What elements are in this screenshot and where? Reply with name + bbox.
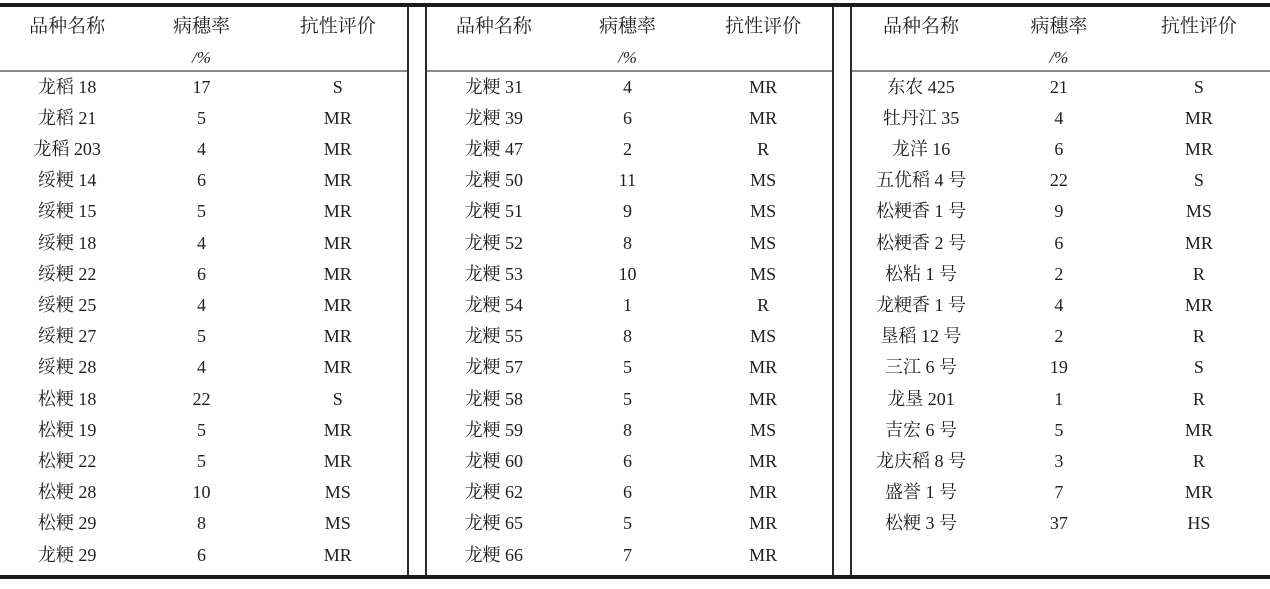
table-row (852, 509, 1270, 540)
eval-cell: MS (324, 513, 351, 534)
rate-cell: 7 (622, 544, 632, 565)
eval-cell: MR (749, 513, 778, 534)
rate-cell: 9 (622, 201, 632, 222)
column-header-variety-name: 品种名称 (455, 15, 532, 37)
rate-cell: 10 (618, 263, 637, 284)
table-row (0, 353, 407, 384)
rate-unit-label: /% (192, 48, 211, 68)
header-row (852, 7, 1270, 47)
rate-cell: 4 (196, 295, 206, 315)
rate-cell: 6 (622, 482, 632, 503)
eval-cell: MS (324, 482, 351, 503)
rate-cell: 9 (1054, 201, 1064, 222)
variety-name-cell: 松粘 1 号 (884, 263, 957, 284)
table-row (852, 353, 1270, 384)
variety-name-cell: 绥粳 28 (37, 357, 97, 378)
rate-unit-label: /% (618, 48, 637, 68)
variety-name-cell: 松粳香 1 号 (875, 201, 966, 222)
eval-cell: MS (750, 326, 777, 347)
variety-name-cell: 松粳 22 (37, 450, 97, 471)
table-row (0, 509, 407, 540)
rate-cell: 7 (1054, 482, 1064, 503)
variety-name-cell: 松粳香 2 号 (875, 232, 966, 253)
unit-row (0, 47, 407, 70)
variety-name-cell: 龙庆稻 8 号 (875, 450, 966, 471)
eval-cell: MR (323, 419, 352, 440)
eval-cell: MR (323, 544, 352, 565)
variety-name-cell: 三江 6 号 (884, 357, 957, 378)
rate-cell: 6 (1054, 139, 1064, 160)
table-body-1 (0, 72, 407, 571)
table-section-2 (427, 7, 832, 575)
column-header-diseased-panicle-rate: 病穗率 (172, 15, 230, 37)
variety-name-cell: 松粳 29 (37, 513, 97, 534)
rate-cell: 2 (1054, 326, 1064, 347)
eval-cell: MR (323, 450, 352, 471)
eval-cell: MR (323, 139, 352, 160)
unit-row (427, 47, 832, 70)
rate-cell: 6 (196, 544, 206, 565)
rate-unit-label: /% (1049, 48, 1069, 68)
table-row (427, 290, 832, 321)
eval-cell: S (1193, 357, 1204, 378)
eval-cell: MS (750, 419, 777, 440)
table-row (427, 322, 832, 353)
rate-cell: 5 (622, 513, 632, 534)
variety-name-cell: 东农 425 (887, 76, 955, 97)
eval-cell: MR (1184, 107, 1213, 128)
table-row (852, 290, 1270, 321)
table-row (0, 477, 407, 508)
rate-cell: 4 (196, 139, 206, 160)
table-row (427, 259, 832, 290)
variety-name-cell: 龙粳 57 (464, 357, 524, 378)
table-row (0, 322, 407, 353)
rate-cell: 4 (622, 76, 632, 97)
table-row (852, 72, 1270, 103)
table-row (0, 166, 407, 197)
rate-cell: 19 (1049, 357, 1068, 378)
rate-cell: 6 (196, 170, 206, 191)
eval-cell: MR (749, 107, 778, 128)
eval-cell: MR (1184, 232, 1213, 253)
table-row (852, 103, 1270, 134)
header-row (0, 7, 407, 47)
eval-cell: MR (1184, 419, 1213, 440)
eval-cell: MR (749, 357, 778, 378)
variety-name-cell: 龙粳 53 (464, 263, 524, 284)
variety-name-cell: 龙粳 60 (464, 450, 524, 471)
eval-cell: MR (323, 107, 352, 128)
variety-name-cell: 龙稻 18 (37, 76, 97, 97)
table-row (0, 384, 407, 415)
rate-cell: 37 (1049, 513, 1068, 534)
variety-name-cell: 吉宏 6 号 (884, 419, 957, 440)
variety-name-cell: 五优稻 4 号 (875, 170, 966, 191)
variety-name-cell: 龙粳 31 (464, 76, 524, 97)
variety-name-cell: 龙粳 52 (464, 232, 524, 253)
variety-name-cell: 绥粳 14 (37, 170, 97, 191)
table-sections (0, 7, 1270, 575)
table-row (852, 197, 1270, 228)
table-row (0, 446, 407, 477)
variety-name-cell: 龙粳香 1 号 (875, 295, 966, 315)
table-body-3 (852, 72, 1270, 540)
rate-cell: 4 (1054, 107, 1064, 128)
eval-cell: R (757, 139, 770, 160)
variety-name-cell: 龙粳 50 (464, 170, 524, 191)
rate-cell: 2 (1054, 263, 1064, 284)
eval-cell: HS (1187, 513, 1211, 534)
table-body-2 (427, 72, 832, 571)
rate-cell: 5 (622, 388, 632, 409)
variety-name-cell: 龙粳 51 (464, 201, 524, 222)
variety-name-cell: 龙垦 201 (887, 388, 955, 409)
table-row (852, 228, 1270, 259)
variety-name-cell: 绥粳 25 (37, 295, 97, 315)
table-bottom-rule (0, 575, 1270, 579)
eval-cell: S (332, 76, 343, 97)
variety-name-cell: 龙粳 54 (464, 295, 524, 315)
variety-name-cell: 松粳 18 (37, 388, 97, 409)
table-section-1 (0, 7, 407, 575)
unit-row (852, 47, 1270, 70)
rate-cell: 10 (192, 482, 211, 503)
variety-name-cell: 牡丹江 35 (882, 107, 960, 128)
variety-name-cell: 龙稻 203 (33, 139, 101, 160)
table-row (0, 72, 407, 103)
rate-cell: 6 (622, 107, 632, 128)
rate-cell: 8 (196, 513, 206, 534)
eval-cell: R (1192, 326, 1205, 347)
variety-name-cell: 龙粳 58 (464, 388, 524, 409)
column-header-resistance-evaluation: 抗性评价 (1160, 15, 1237, 37)
table-row (0, 228, 407, 259)
variety-name-cell: 龙粳 47 (464, 139, 524, 160)
variety-name-cell: 绥粳 18 (37, 232, 97, 253)
table-row (427, 446, 832, 477)
variety-name-cell: 盛誉 1 号 (884, 482, 957, 503)
rate-cell: 3 (1054, 450, 1064, 471)
eval-cell: R (1192, 450, 1205, 471)
rate-cell: 22 (192, 388, 211, 409)
rate-cell: 8 (622, 326, 632, 347)
rate-cell: 21 (1049, 76, 1068, 97)
eval-cell: MR (749, 76, 778, 97)
table-row (427, 415, 832, 446)
variety-name-cell: 松粳 28 (37, 482, 97, 503)
column-header-diseased-panicle-rate: 病穗率 (1030, 15, 1088, 37)
table-row (0, 259, 407, 290)
rate-cell: 5 (1054, 419, 1064, 440)
table-row (852, 477, 1270, 508)
rate-cell: 1 (622, 295, 632, 315)
variety-name-cell: 龙粳 59 (464, 419, 524, 440)
column-header-resistance-evaluation: 抗性评价 (725, 15, 802, 37)
table-row (852, 134, 1270, 165)
rate-cell: 8 (622, 419, 632, 440)
eval-cell: MR (749, 388, 778, 409)
rate-cell: 22 (1049, 170, 1068, 191)
table-row (427, 540, 832, 571)
variety-name-cell: 龙粳 29 (37, 544, 97, 565)
table-row (427, 477, 832, 508)
rate-cell: 1 (1054, 388, 1064, 409)
variety-name-cell: 垦稻 12 号 (880, 326, 962, 347)
variety-name-cell: 龙稻 21 (37, 107, 97, 128)
section-divider-double-rule (407, 7, 427, 575)
eval-cell: MR (1184, 295, 1213, 315)
table-row (852, 166, 1270, 197)
rate-cell: 5 (622, 357, 632, 378)
variety-name-cell: 龙粳 39 (464, 107, 524, 128)
variety-name-cell: 松粳 3 号 (884, 513, 957, 534)
eval-cell: MR (749, 544, 778, 565)
table-row (427, 384, 832, 415)
table-row (852, 259, 1270, 290)
variety-name-cell: 龙洋 16 (891, 139, 951, 160)
table-row (427, 134, 832, 165)
rate-cell: 6 (1054, 232, 1064, 253)
eval-cell: S (1193, 170, 1204, 191)
table-row (427, 228, 832, 259)
eval-cell: MS (750, 232, 777, 253)
eval-cell: MS (750, 170, 777, 191)
eval-cell: MR (749, 482, 778, 503)
eval-cell: MR (323, 201, 352, 222)
table-row (852, 322, 1270, 353)
eval-cell: S (332, 388, 343, 409)
table-row (852, 415, 1270, 446)
rate-cell: 4 (196, 357, 206, 378)
table-row (0, 540, 407, 571)
rate-cell: 5 (196, 326, 206, 347)
eval-cell: MR (323, 326, 352, 347)
table-row (427, 103, 832, 134)
rate-cell: 17 (192, 76, 211, 97)
eval-cell: MS (750, 201, 777, 222)
table-row (427, 72, 832, 103)
table-row (0, 134, 407, 165)
table-row (427, 353, 832, 384)
rate-cell: 11 (618, 170, 637, 191)
table-row (852, 446, 1270, 477)
eval-cell: MR (323, 263, 352, 284)
variety-name-cell: 龙粳 55 (464, 326, 524, 347)
eval-cell: R (1192, 388, 1205, 409)
rate-cell: 4 (196, 232, 206, 253)
rate-cell: 5 (196, 450, 206, 471)
variety-name-cell: 绥粳 27 (37, 326, 97, 347)
column-header-diseased-panicle-rate: 病穗率 (598, 15, 656, 37)
variety-name-cell: 龙粳 62 (464, 482, 524, 503)
table-row (852, 384, 1270, 415)
eval-cell: S (1193, 76, 1204, 97)
table-row (427, 509, 832, 540)
rate-cell: 5 (196, 107, 206, 128)
variety-name-cell: 绥粳 22 (37, 263, 97, 284)
eval-cell: R (757, 295, 770, 315)
eval-cell: MS (1185, 201, 1212, 222)
variety-name-cell: 龙粳 65 (464, 513, 524, 534)
eval-cell: MR (323, 170, 352, 191)
rate-cell: 5 (196, 419, 206, 440)
rate-cell: 6 (622, 450, 632, 471)
table-row (0, 290, 407, 321)
eval-cell: MR (323, 295, 352, 315)
section-divider-double-rule (832, 7, 852, 575)
rate-cell: 6 (196, 263, 206, 284)
table-row (0, 415, 407, 446)
rate-cell: 8 (622, 232, 632, 253)
eval-cell: MR (749, 450, 778, 471)
rate-cell: 4 (1054, 295, 1064, 315)
eval-cell: R (1192, 263, 1205, 284)
variety-name-cell: 绥粳 15 (37, 201, 97, 222)
rate-cell: 5 (196, 201, 206, 222)
eval-cell: MR (1184, 139, 1213, 160)
table-row (427, 166, 832, 197)
eval-cell: MR (1184, 482, 1213, 503)
table-row (427, 197, 832, 228)
table-section-3 (852, 7, 1270, 575)
table-row (0, 197, 407, 228)
column-header-resistance-evaluation: 抗性评价 (299, 15, 376, 37)
header-row (427, 7, 832, 47)
eval-cell: MR (323, 357, 352, 378)
eval-cell: MR (323, 232, 352, 253)
rate-cell: 2 (622, 139, 632, 160)
variety-name-cell: 龙粳 66 (464, 544, 524, 565)
column-header-variety-name: 品种名称 (882, 15, 959, 37)
variety-name-cell: 松粳 19 (37, 419, 97, 440)
table-row (0, 103, 407, 134)
eval-cell: MS (750, 263, 777, 284)
column-header-variety-name: 品种名称 (29, 15, 106, 37)
